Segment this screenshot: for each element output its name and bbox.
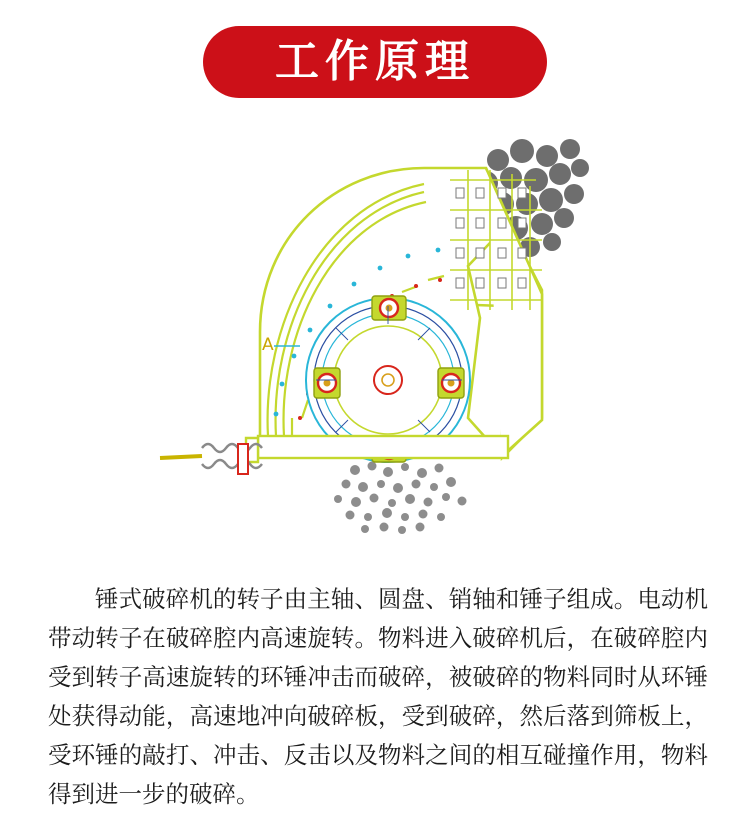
page-title: 工作原理 <box>275 36 475 87</box>
tension-spring-assembly <box>160 444 262 474</box>
section-title-banner <box>203 26 547 98</box>
principle-paragraph: 锤式破碎机的转子由主轴、圆盘、销轴和锤子组成。电动机带动转子在破碎腔内高速旋转。物料进入破碎机后，在破碎腔内受到转子高速旋转的环锤冲击而破碎，被破碎的物料同时从环锤处获得动能，高速地冲向破碎板，受到破碎，然后落到筛板上，受环锤的敲打、冲击、反击以及物料之间的相互碰撞作用，物料得到进一步的破碎。 <box>48 584 708 808</box>
callout-label-a: A <box>262 335 274 355</box>
material-particles-bottom <box>334 462 467 535</box>
crusher-diagram <box>150 118 610 538</box>
crusher-diagram-svg <box>150 118 610 538</box>
lower-frame <box>246 436 508 462</box>
